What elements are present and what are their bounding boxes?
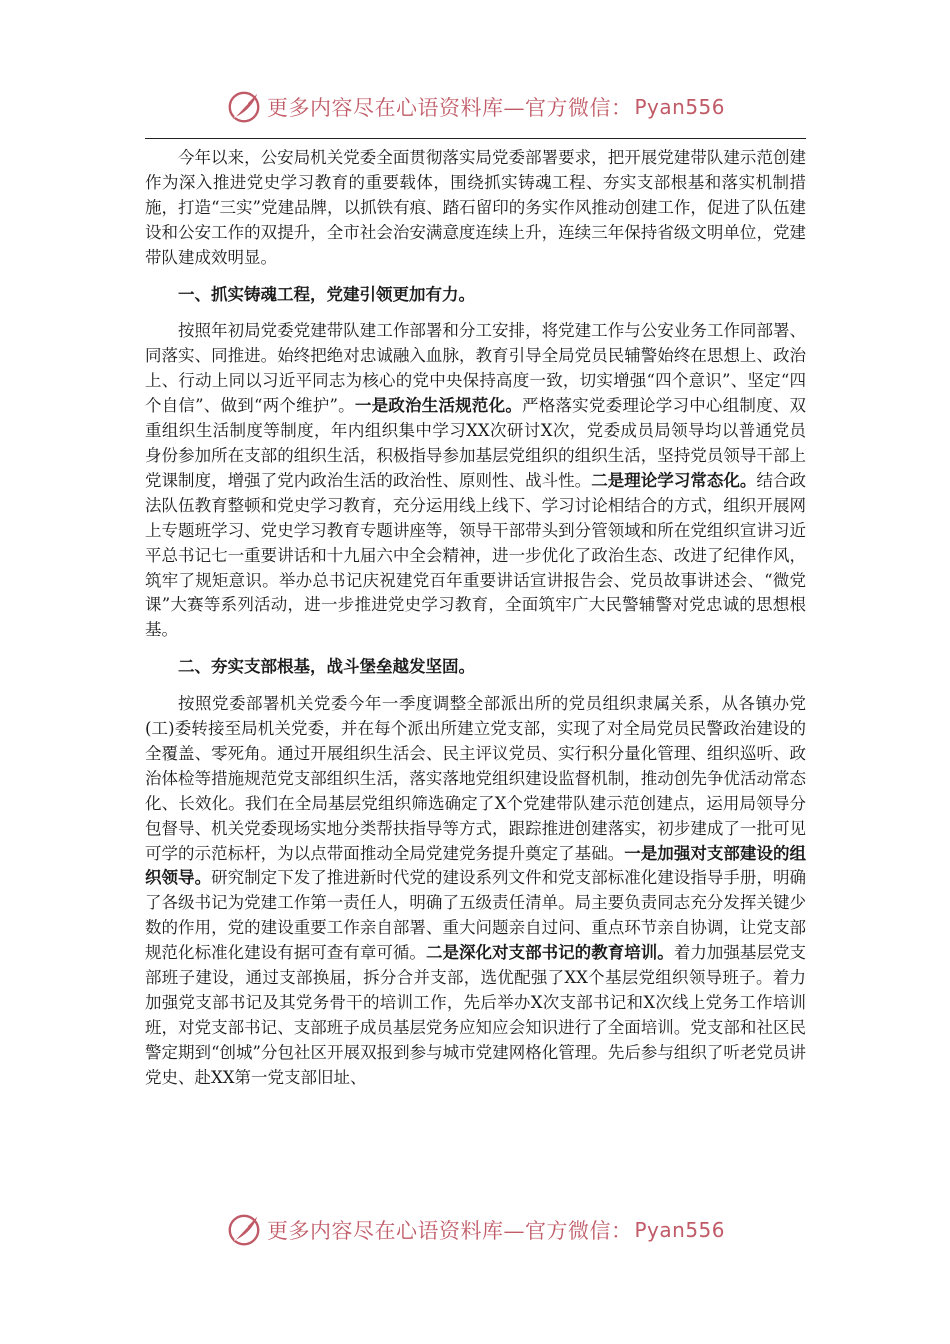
s2-text-d: 着力加强基层党支部班子建设，通过支部换届，拆分合并支部，选优配强了XX个基层党组织领导班子。着力加强党支部书记及其党务骨干的培训工作，先后举办X次支部书记和X次线上党务工作培训班，对党支部书记、支部班子成员基层党务应知应会知识进行了全面培训。党支部和社区民警定期到“创城”分包社区开展双报到参与城市党建网格化管理。先后参与组织了听老党员讲党史、赴XX第一党支部旧址、 bbox=[145, 943, 807, 1087]
s2-bold-1: 一是加强对支部建设的组织领导。 bbox=[145, 843, 807, 888]
banner-wechat-id: Pyan556 bbox=[634, 95, 725, 119]
section-1-heading: 一、抓实铸魂工程，党建引领更加有力。 bbox=[178, 284, 475, 304]
document-body bbox=[145, 146, 806, 1091]
intro-paragraph: 今年以来，公安局机关党委全面贯彻落实局党委部署要求，把开展党建带队建示范创建作为深入推进党史学习教育的重要载体，围绕抓实铸魂工程、夯实支部根基和落实机制措施，打造“三实”党建品牌，以抓铁有痕、踏石留印的务实作风推动创建工作，促进了队伍建设和公安工作的双提升，全市社会治安满意度连续上升，连续三年保持省级文明单位，党建带队建成效明显。 bbox=[145, 148, 806, 267]
footer-brand bbox=[225, 1211, 725, 1249]
banner-brand bbox=[225, 88, 725, 126]
s1-bold-1: 一是政治生活规范化。 bbox=[354, 396, 523, 416]
s1-text-c: 严格落实党委理论学习中心组制度、双重组织生活制度等制度，年内组织集中学习XX次研讨X次，党委成员局领导均以普通党员身份参加所在支部的组织生活，积极指导参加基层党组织的组织生活，坚持党员领导干部上党课制度，增强了党内政治生活的政治性、原则性、战斗性。 bbox=[145, 396, 807, 490]
s2-text-a: 按照党委部署机关党委今年一季度调整全部派出所的党员组织隶属关系，从各镇办党(工)委转接至局机关党委，并在每个派出所建立党支部，实现了对全局党员民警政治建设的全覆盖、零死角。通过开展组织生活会、民主评议党员、实行积分量化管理、组织巡听、政治体检等措施规范党支部组织生活，落实落地党组织建设监督机制，推动创先争优活动常态化、长效化。我们在全局基层党组织筛选确定了X个党建带队建示范创建点，运用局领导分包督导、机关党委现场实地分类帮扶指导等方式，跟踪推进创建落实，初步建成了一批可见可学的示范标杆，为以点带面推动全局党建党务提升奠定了基础。 bbox=[145, 694, 806, 863]
quill-logo-icon bbox=[225, 1211, 263, 1249]
bottom-banner bbox=[0, 1205, 950, 1255]
footer-wechat-id: Pyan556 bbox=[634, 1218, 725, 1242]
quill-logo-icon bbox=[225, 88, 263, 126]
s2-text-c: 研究制定下发了推进新时代党的建设系列文件和党支部标准化建设指导手册，明确了各级书记为党建工作第一责任人，明确了五级责任清单。局主要负责同志充分发挥关键少数的作用，党的建设重要工作亲自部署、重大问题亲自过问、重点环节亲自协调，让党支部规范化标准化建设有据可查有章可循。 bbox=[145, 868, 807, 963]
footer-text: 更多内容尽在心语资料库—官方微信： bbox=[266, 1219, 633, 1243]
section-2-paragraph bbox=[145, 692, 806, 1091]
s1-bold-2: 二是理论学习常态化。 bbox=[591, 470, 757, 490]
banner-text: 更多内容尽在心语资料库—官方微信： bbox=[266, 96, 633, 120]
top-banner bbox=[0, 82, 950, 132]
s2-bold-2: 二是深化对支部书记的教育培训。 bbox=[425, 943, 674, 963]
header-rule bbox=[145, 138, 806, 139]
s1-text-a: 按照年初局党委党建带队建工作部署和分工安排，将党建工作与公安业务工作同部署、同落实、同推进。始终把绝对忠诚融入血脉，教育引导全局党员民辅警始终在思想上、政治上、行动上同以习近平同志为核心的党中央保持高度一致，切实增强“四个意识”、坚定“四个自信”、做到“两个维护”。 bbox=[145, 321, 806, 416]
section-2-heading: 二、夯实支部根基，战斗堡垒越发坚固。 bbox=[178, 657, 475, 677]
section-1-paragraph bbox=[145, 319, 806, 643]
s1-text-d: 结合政法队伍教育整顿和党史学习教育，充分运用线上线下、学习讨论相结合的方式，组织开展网上专题班学习、党史学习教育专题讲座等，领导干部带头到分管领域和所在党组织宣讲习近平总书记七一重要讲话和十九届六中全会精神，进一步优化了政治生态、改进了纪律作风，筑牢了规矩意识。举办总书记庆祝建党百年重要讲话宣讲报告会、党员故事讲述会、“微党课”大赛等系列活动，进一步推进党史学习教育，全面筑牢广大民警辅警对党忠诚的思想根基。 bbox=[145, 470, 807, 640]
